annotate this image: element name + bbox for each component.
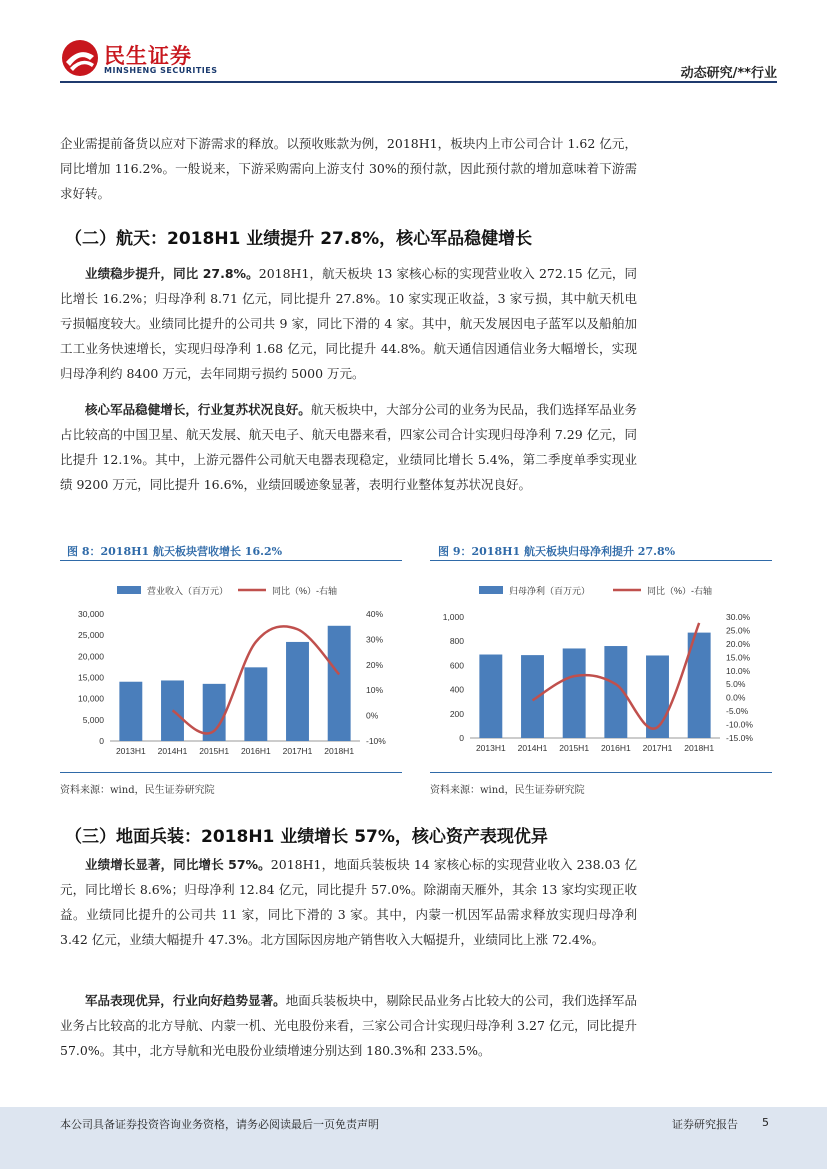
figure-9-chart — [430, 568, 772, 766]
paragraph-body: 航天板块中，大部分公司的业务为民品，我们选择军品业务占比较高的中国卫星、航天发展、航天电子、航天电器来看，四家公司合计实现归母净利 7.29 亿元，同比提升 12.1%。其中，上游元器件公司航天电器表现稳定，业绩同比增长 5.4%，第二季度单季实现业绩 9200 万元，同比提升 16.6%，业绩回暖迹象显著，表明行业整体复苏状况良好。 — [60, 402, 637, 492]
logo-name-cn: 民生证券 — [104, 44, 192, 68]
report-type: 动态研究/**行业 — [680, 66, 777, 81]
x-tick-label: 2018H1 — [684, 743, 715, 753]
minsheng-logo-icon — [60, 38, 100, 78]
bar — [563, 648, 586, 738]
y2-tick-label: 0.0% — [726, 692, 746, 703]
figure-9-source: 资料来源：wind，民生证券研究院 — [430, 785, 585, 796]
y2-tick-label: -10.0% — [726, 719, 753, 730]
y2-tick-label: 0% — [366, 710, 379, 721]
intro-paragraph: 企业需提前备货以应对下游需求的释放。以预收账款为例，2018H1，板块内上市公司合计 1.62 亿元，同比增加 116.2%。一般说来，下游采购需向上游支付 30%的预付款，因此预付款的增加意味着下游需求好转。 — [60, 136, 637, 201]
y-tick-label: 600 — [449, 660, 464, 671]
paragraph-lead: 军品表现优异，行业向好趋势显著。 — [85, 993, 286, 1008]
section-title-ground-equipment: （三）地面兵装：2018H1 业绩增长 57%，核心资产表现优异 — [65, 827, 548, 847]
figure-8-title: 图 8：2018H1 航天板块营收增长 16.2% — [67, 545, 283, 558]
bar — [646, 655, 669, 738]
header-divider — [60, 81, 777, 83]
figure-9-bottom-rule — [430, 772, 772, 773]
section-title-aerospace: （二）航天：2018H1 业绩提升 27.8%，核心军品稳健增长 — [65, 229, 533, 249]
bar — [286, 642, 309, 741]
y2-tick-label: 30.0% — [726, 612, 751, 622]
y-tick-label: 5,000 — [82, 714, 104, 725]
legend-swatch-bar — [479, 586, 503, 594]
y2-tick-label: -15.0% — [726, 733, 753, 743]
x-tick-label: 2018H1 — [324, 746, 355, 756]
bar — [328, 626, 351, 741]
bar — [479, 655, 502, 738]
legend-label-bar: 营业收入（百万元） — [147, 586, 229, 596]
y2-tick-label: 20% — [366, 659, 384, 670]
page-number: 5 — [762, 1116, 769, 1129]
y-tick-label: 0 — [99, 736, 104, 746]
x-tick-label: 2013H1 — [475, 743, 506, 753]
paragraph-body: 2018H1，航天板块 13 家核心标的实现营业收入 272.15 亿元，同比增长 16.2%；归母净利 8.71 亿元，同比提升 27.8%。10 家实现正收益，3 家亏损，其中航天机电亏损幅度较大。业绩同比提升的公司共 9 家，同比下滑的 4 家。其中，航天发展因电子蓝军以及船舶加工工业务快速增长，实现归母净利 1.68 亿元，同比提升 44.8%。航天通信因通信业务大幅增长，实现归母净利约 8400 万元，去年同期亏损约 5000 万元。 — [60, 266, 637, 381]
paragraph-ground-performance — [60, 852, 637, 952]
y-tick-label: 20,000 — [78, 651, 104, 662]
x-tick-label: 2013H1 — [115, 746, 146, 756]
x-tick-label: 2017H1 — [282, 746, 313, 756]
y-tick-label: 200 — [449, 708, 464, 719]
paragraph-ground-military — [60, 988, 637, 1063]
x-tick-label: 2014H1 — [517, 743, 548, 753]
y-tick-label: 30,000 — [78, 609, 104, 619]
legend-label-line: 同比（%）-右轴 — [647, 586, 712, 596]
paragraph-lead: 核心军品稳健增长，行业复苏状况良好。 — [85, 402, 311, 417]
figure-9-top-rule — [430, 560, 772, 561]
y2-tick-label: 25.0% — [726, 625, 751, 636]
page-header — [0, 0, 827, 80]
x-tick-label: 2015H1 — [199, 746, 230, 756]
y2-tick-label: 10% — [366, 685, 384, 696]
y2-tick-label: 10.0% — [726, 665, 751, 676]
figure-8-bottom-rule — [60, 772, 402, 773]
paragraph-lead: 业绩稳步提升，同比 27.8%。 — [85, 266, 259, 281]
paragraph-aerospace-military — [60, 397, 637, 497]
legend-label-bar: 归母净利（百万元） — [509, 586, 591, 596]
y2-tick-label: 5.0% — [726, 679, 746, 690]
y-tick-label: 0 — [459, 733, 464, 743]
y2-tick-label: -5.0% — [726, 706, 749, 717]
footer-report-label: 证券研究报告 — [672, 1118, 738, 1131]
paragraph-body: 2018H1，地面兵装板块 14 家核心标的实现营业收入 238.03 亿元，同比增长 8.6%；归母净利 12.84 亿元，同比提升 57.0%。除湖南天雁外，其余 13 家均实现正收益。业绩同比提升的公司共 11 家，同比下滑的 3 家。其中，内蒙一机因军品需求释放实现归母净利 3.42 亿元，业绩大幅提升 47.3%。北方国际因房地产销售收入大幅提升，业绩同比上涨 72.4%。 — [60, 857, 637, 947]
bar — [119, 682, 142, 741]
x-tick-label: 2016H1 — [240, 746, 271, 756]
x-tick-label: 2017H1 — [642, 743, 673, 753]
bar — [244, 667, 267, 741]
paragraph-body: 地面兵装板块中，剔除民品业务占比较大的公司，我们选择军品业务占比较高的北方导航、内蒙一机、光电股份来看，三家公司合计实现归母净利 3.27 亿元，同比提升 57.0%。其中，北方导航和光电股份业绩增速分别达到 180.3%和 233.5%。 — [60, 993, 637, 1058]
y2-tick-label: 40% — [366, 609, 384, 619]
bar — [521, 655, 544, 738]
figure-9-title: 图 9：2018H1 航天板块归母净利提升 27.8% — [438, 545, 676, 558]
x-tick-label: 2014H1 — [157, 746, 188, 756]
y-tick-label: 10,000 — [78, 693, 104, 704]
y2-tick-label: 15.0% — [726, 652, 751, 663]
y-tick-label: 15,000 — [78, 672, 104, 683]
y2-tick-label: 20.0% — [726, 638, 751, 649]
y-tick-label: 25,000 — [78, 630, 104, 641]
footer-disclaimer: 本公司具备证券投资咨询业务资格，请务必阅读最后一页免责声明 — [60, 1118, 379, 1131]
figure-8-chart — [60, 568, 402, 766]
y2-tick-label: -10% — [366, 736, 386, 746]
paragraph-aerospace-performance — [60, 261, 637, 386]
logo-name-en: MINSHENG SECURITIES — [104, 66, 218, 75]
figure-8-top-rule — [60, 560, 402, 561]
y-tick-label: 800 — [449, 636, 464, 647]
y-tick-label: 400 — [449, 684, 464, 695]
figure-8-source: 资料来源：wind，民生证券研究院 — [60, 785, 215, 796]
y-tick-label: 1,000 — [442, 612, 464, 622]
y2-tick-label: 30% — [366, 634, 384, 645]
x-tick-label: 2016H1 — [600, 743, 631, 753]
paragraph-lead: 业绩增长显著，同比增长 57%。 — [85, 857, 271, 872]
legend-label-line: 同比（%）-右轴 — [272, 586, 337, 596]
legend-swatch-bar — [117, 586, 141, 594]
x-tick-label: 2015H1 — [559, 743, 590, 753]
